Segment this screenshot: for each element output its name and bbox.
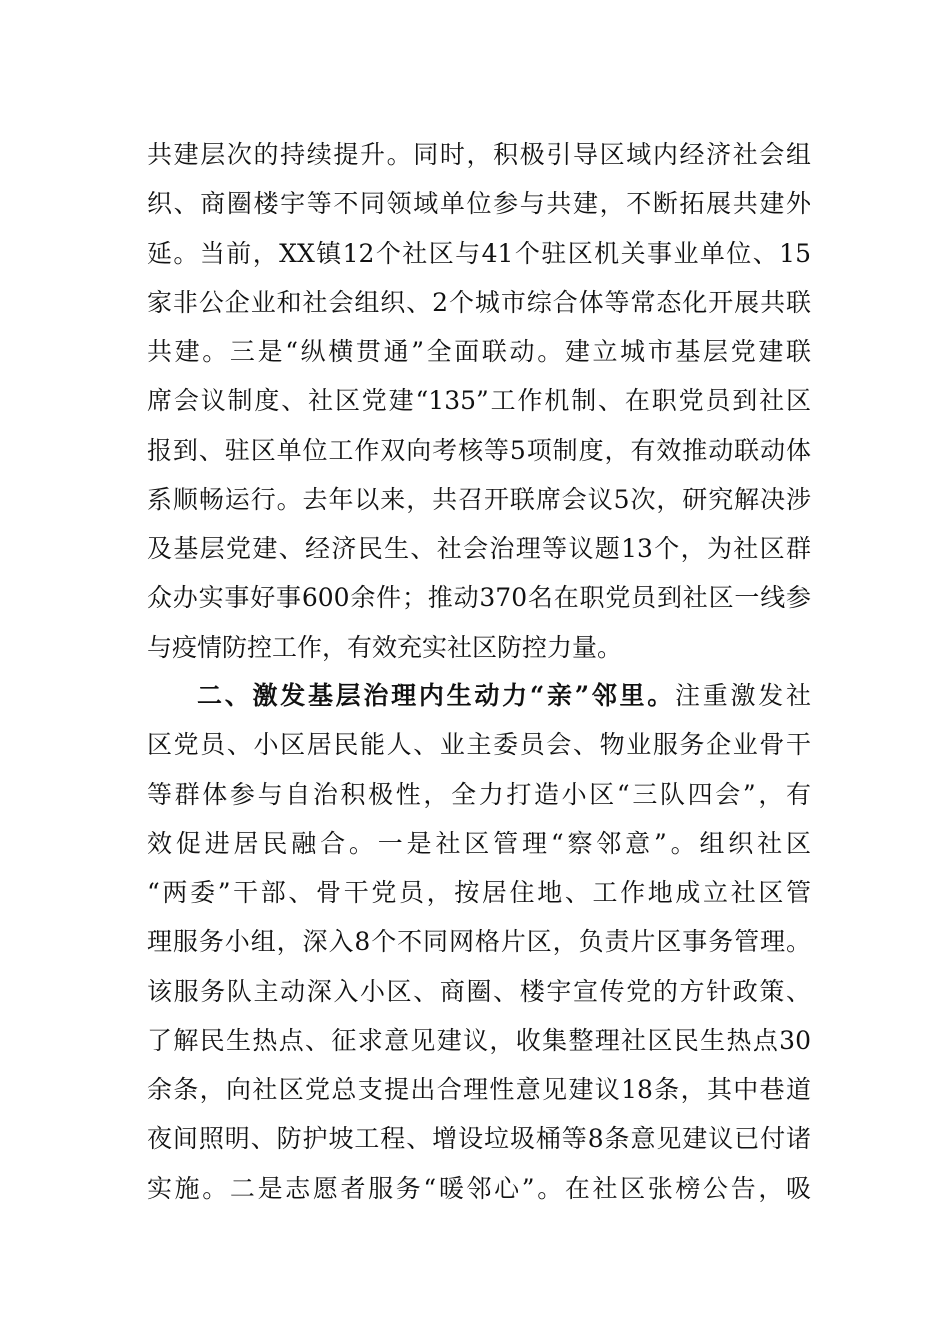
- paragraph-line: 区党员、小区居民能人、业主委员会、物业服务企业骨干: [147, 730, 811, 760]
- paragraph-line: 效促进居民融合。一是社区管理“察邻意”。组织社区: [147, 828, 811, 858]
- paragraph-line: 共建。三是“纵横贯通”全面联动。建立城市基层党建联: [147, 337, 811, 366]
- paragraph-line: 席会议制度、社区党建“135”工作机制、在职党员到社区: [147, 386, 811, 416]
- paragraph-line: 报到、驻区单位工作双向考核等5项制度，有效推动联动体: [147, 435, 811, 465]
- paragraph-line: 家非公企业和社会组织、2个城市综合体等常态化开展共联: [147, 287, 811, 317]
- paragraph-line: 该服务队主动深入小区、商圈、楼宇宣传党的方针政策、: [147, 976, 811, 1006]
- paragraph-line: 余条，向社区党总支提出合理性意见建议18条，其中巷道: [147, 1075, 811, 1104]
- paragraph-line: 及基层党建、经济民生、社会治理等议题13个，为社区群: [147, 534, 811, 563]
- paragraph-line: “两委”干部、骨干党员，按居住地、工作地成立社区管: [147, 878, 811, 907]
- paragraph-line: 众办实事好事600余件；推动370名在职党员到社区一线参: [147, 583, 811, 613]
- paragraph-line: 夜间照明、防护坡工程、增设垃圾桶等8条意见建议已付诸: [147, 1124, 811, 1154]
- paragraph-line: 理服务小组，深入8个不同网格片区，负责片区事务管理。: [147, 927, 811, 957]
- heading-continuation: 注重激发社: [675, 681, 811, 710]
- paragraph-1: [147, 130, 811, 672]
- paragraph-line: 与疫情防控工作，有效充实社区防控力量。: [147, 632, 623, 662]
- paragraph-line: 等群体参与自治积极性，全力打造小区“三队四会”，有: [147, 779, 811, 809]
- paragraph-line: 共建层次的持续提升。同时，积极引导区域内经济社会组: [147, 140, 811, 169]
- paragraph-line: 织、商圈楼宇等不同领域单位参与共建，不断拓展共建外: [147, 189, 811, 219]
- paragraph-line: 系顺畅运行。去年以来，共召开联席会议5次，研究解决涉: [147, 484, 811, 514]
- paragraph-first-line: [147, 671, 811, 720]
- paragraph-line: 延。当前，XX镇12个社区与41个驻区机关事业单位、15: [147, 238, 811, 268]
- paragraph-line: 实施。二是志愿者服务“暖邻心”。在社区张榜公告，吸: [147, 1173, 811, 1203]
- paragraph-line: 了解民生热点、征求意见建议，收集整理社区民生热点30: [147, 1025, 811, 1055]
- paragraph-2: [147, 671, 811, 1213]
- section-heading: 二、激发基层治理内生动力“亲”邻里。: [197, 681, 676, 710]
